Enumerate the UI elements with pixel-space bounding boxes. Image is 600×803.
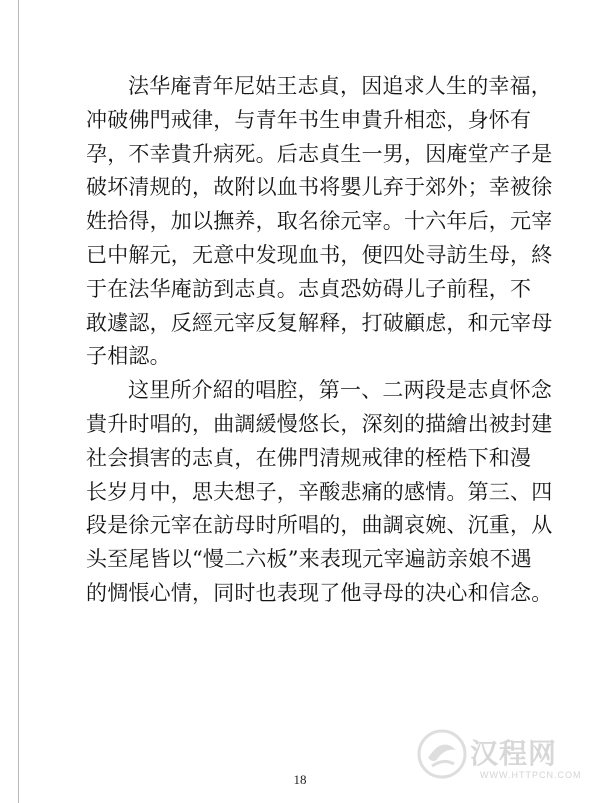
text-line: 法华庵青年尼姑王志貞，因追求人生的幸福， [128,74,552,98]
text-line: 这里所介紹的唱腔，第一、二两段是志貞怀念 [128,378,552,403]
text-line: 长岁月中，思夫想子，辛酸悲痛的感情。第三、四 [86,479,553,504]
text-line: 段是徐元宰在訪母时所唱的，曲調哀婉、沉重，从 [86,513,553,538]
text-line: 于在法华庵訪到志貞。志貞恐妨碍儿子前程，不 [86,276,532,301]
text-line: 头至尾皆以“慢二六板”来表现元宰遍訪亲娘不遇 [86,547,532,572]
text-line: 社会損害的志貞，在佛門清规戒律的桎梏下和漫 [86,445,532,470]
paragraph-2 [86,374,556,611]
text-line: 敢遽認，反經元宰反复解释，打破顧虑，和元宰母 [86,310,553,335]
text-line: 貴升时唱的，曲調緩慢悠长，深刻的描繪出被封建 [86,411,553,436]
text-line: 已中解元，无意中发现血书，便四处寻訪生母，終 [86,242,553,267]
watermark-url: WWW.HTTPCN.COM [480,770,582,780]
text-line: 孕，不幸貴升病死。后志貞生一男，因庵堂产子是 [86,141,553,166]
paragraph-1 [86,70,556,374]
page-edge-line [18,0,19,803]
text-line: 的惆悵心情，同时也表现了他寻母的决心和信念。 [86,580,553,605]
document-body [86,70,556,611]
text-line: 冲破佛門戒律，与青年书生申貴升相恋，身怀有 [86,107,532,132]
text-line: 姓拾得，加以撫养，取名徐元宰。十六年后，元宰 [86,209,553,234]
text-line: 破坏清规的，故附以血书将嬰儿弃于郊外；幸被徐 [86,175,553,200]
watermark-title: 汉程网 [470,737,558,770]
page-number: 18 [293,772,307,787]
text-line: 子相認。 [86,344,171,369]
